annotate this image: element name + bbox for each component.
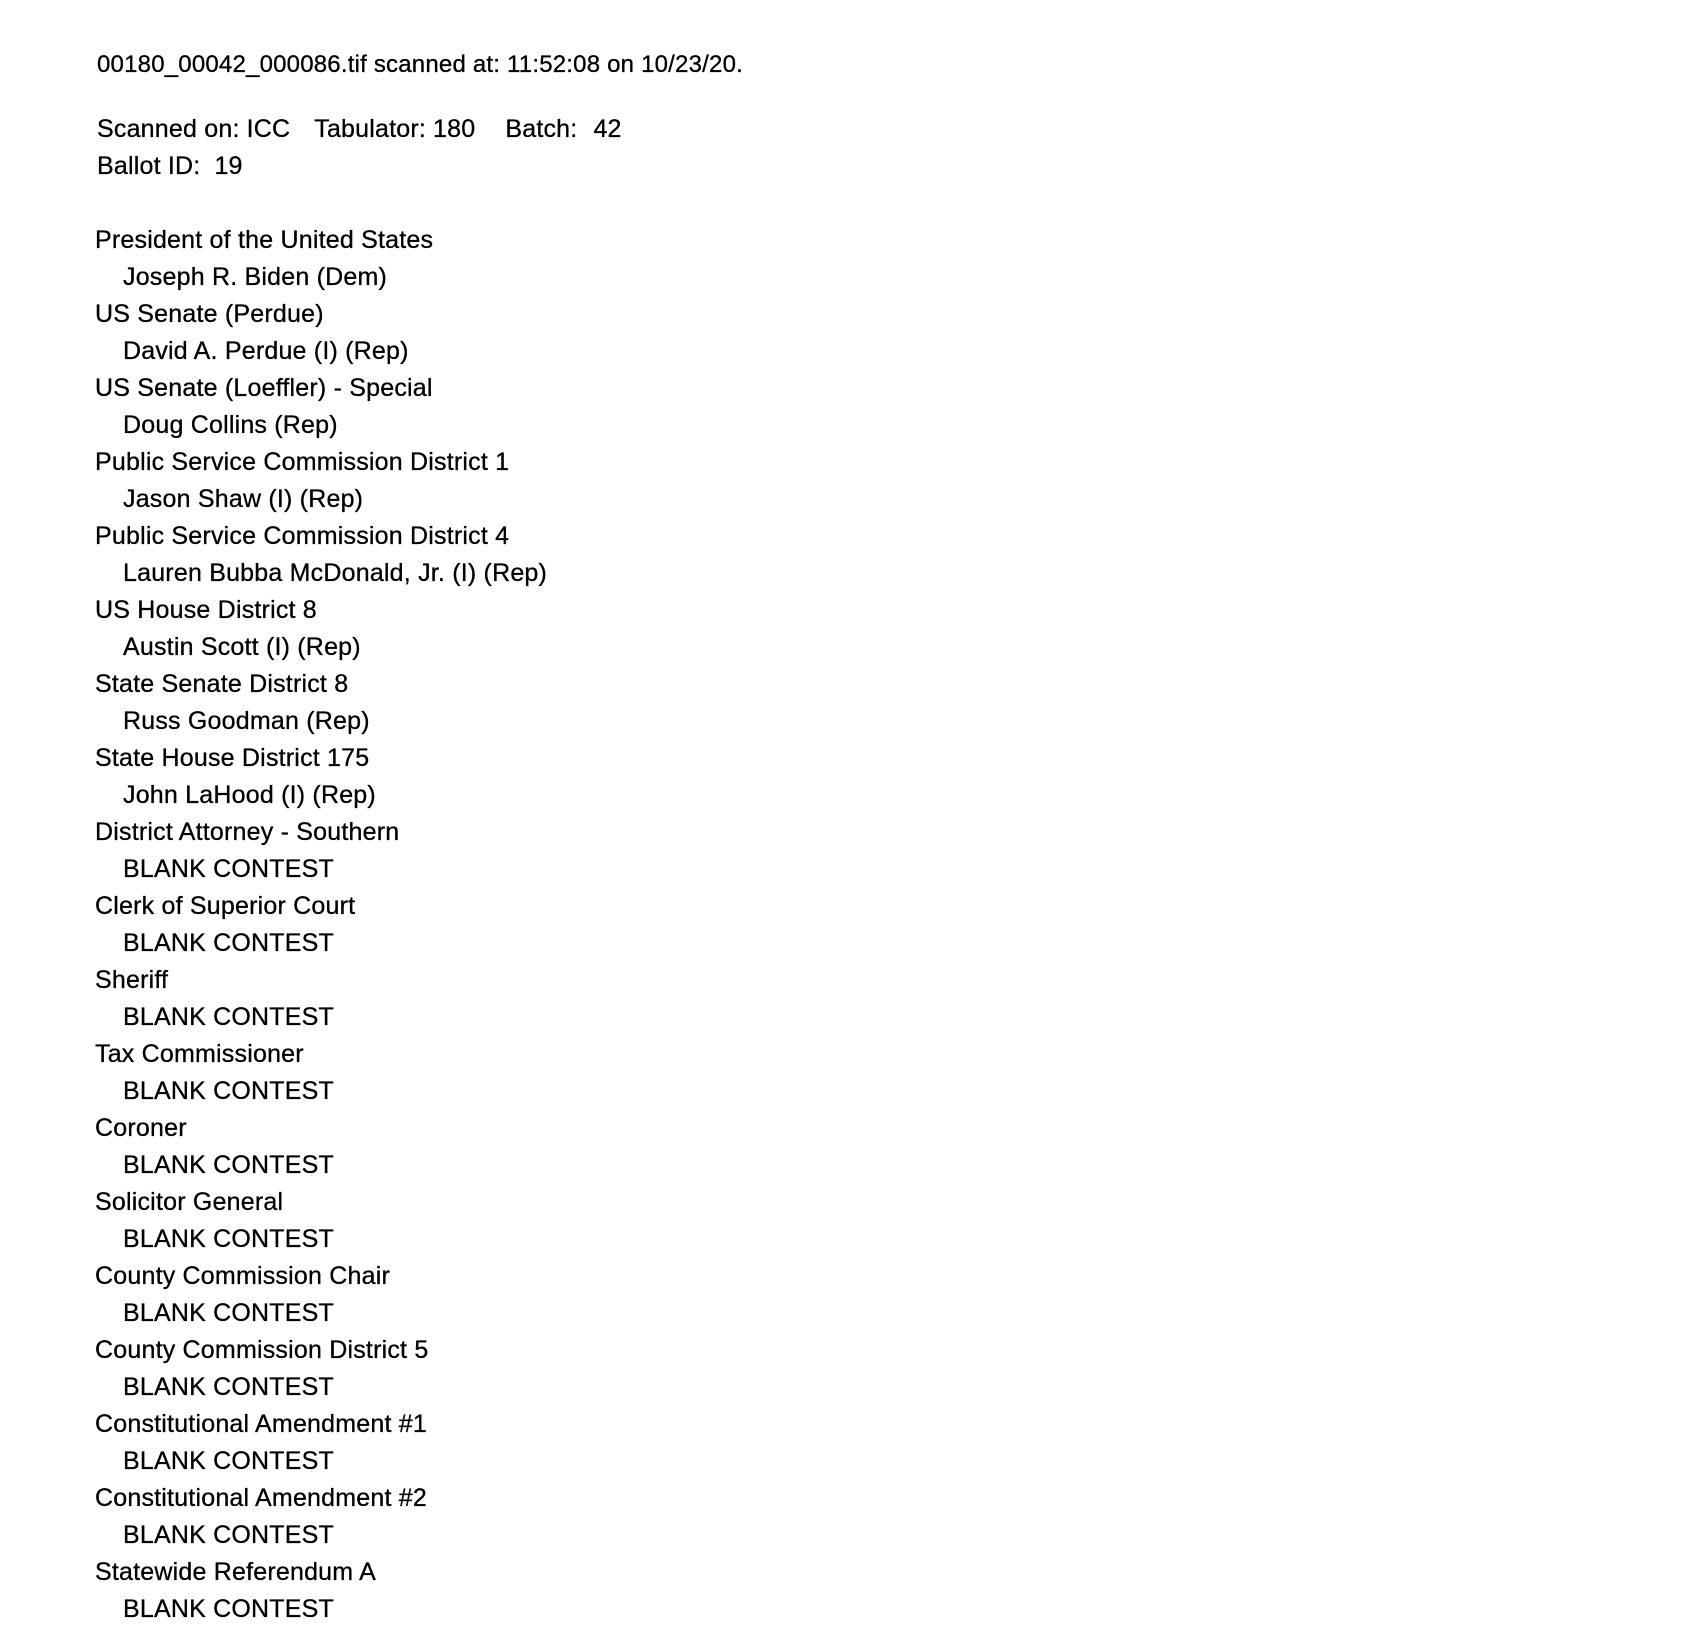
contest-name: Public Service Commission District 1	[95, 448, 510, 476]
contest-selection: Joseph R. Biden (Dem)	[123, 263, 388, 291]
contest-selection: BLANK CONTEST	[123, 1447, 334, 1475]
contest-name: Public Service Commission District 4	[95, 522, 510, 550]
contest-selection: John LaHood (I) (Rep)	[123, 781, 376, 809]
contest-name: State Senate District 8	[95, 670, 349, 698]
ballot-id-value: 19	[214, 152, 243, 180]
contest-selection: BLANK CONTEST	[123, 855, 334, 883]
contest-selection: Jason Shaw (I) (Rep)	[123, 485, 364, 513]
contest-name: US Senate (Perdue)	[95, 300, 324, 328]
contest-name: State House District 175	[95, 744, 370, 772]
contest-name: District Attorney - Southern	[95, 818, 400, 846]
contest-name: Clerk of Superior Court	[95, 892, 356, 920]
contest-selection: BLANK CONTEST	[123, 1521, 334, 1549]
contest-selection: Austin Scott (I) (Rep)	[123, 633, 361, 661]
contest-list	[95, 222, 547, 1628]
contest-name: Solicitor General	[95, 1188, 284, 1216]
scanned-on-value: ICC	[246, 115, 291, 143]
contest-name: President of the United States	[95, 226, 434, 254]
tabulator-value: 180	[433, 115, 476, 143]
batch-label: Batch:	[505, 115, 578, 143]
contest-selection: BLANK CONTEST	[123, 1225, 334, 1253]
contest-name: Sheriff	[95, 966, 169, 994]
contest-name: County Commission District 5	[95, 1336, 429, 1364]
scan-filename-line: 00180_00042_000086.tif scanned at: 11:52:08 on 10/23/20.	[97, 51, 743, 78]
scan-info-line	[97, 111, 622, 148]
contest-name: Constitutional Amendment #2	[95, 1484, 427, 1512]
batch-value: 42	[593, 115, 622, 143]
contest-name: Statewide Referendum A	[95, 1558, 376, 1586]
ballot-id-line	[97, 148, 243, 185]
contest-selection: BLANK CONTEST	[123, 1003, 334, 1031]
scanned-on-label: Scanned on:	[97, 115, 240, 143]
contest-selection: BLANK CONTEST	[123, 1595, 334, 1623]
contest-selection: Doug Collins (Rep)	[123, 411, 338, 439]
contest-name: Coroner	[95, 1114, 187, 1142]
contest-selection: BLANK CONTEST	[123, 1299, 334, 1327]
contest-selection: Lauren Bubba McDonald, Jr. (I) (Rep)	[123, 559, 548, 587]
contest-selection: BLANK CONTEST	[123, 1151, 334, 1179]
contest-selection: BLANK CONTEST	[123, 929, 334, 957]
contest-selection: BLANK CONTEST	[123, 1373, 334, 1401]
contest-name: US House District 8	[95, 596, 317, 624]
contest-name: US Senate (Loeffler) - Special	[95, 374, 433, 402]
contest-name: Tax Commissioner	[95, 1040, 304, 1068]
tabulator-label: Tabulator:	[314, 115, 427, 143]
contest-name: County Commission Chair	[95, 1262, 390, 1290]
ballot-id-label: Ballot ID:	[97, 152, 201, 180]
contest-selection: David A. Perdue (I) (Rep)	[123, 337, 409, 365]
contest-selection: BLANK CONTEST	[123, 1077, 334, 1105]
contest-selection: Russ Goodman (Rep)	[123, 707, 370, 735]
contest-name: Constitutional Amendment #1	[95, 1410, 427, 1438]
